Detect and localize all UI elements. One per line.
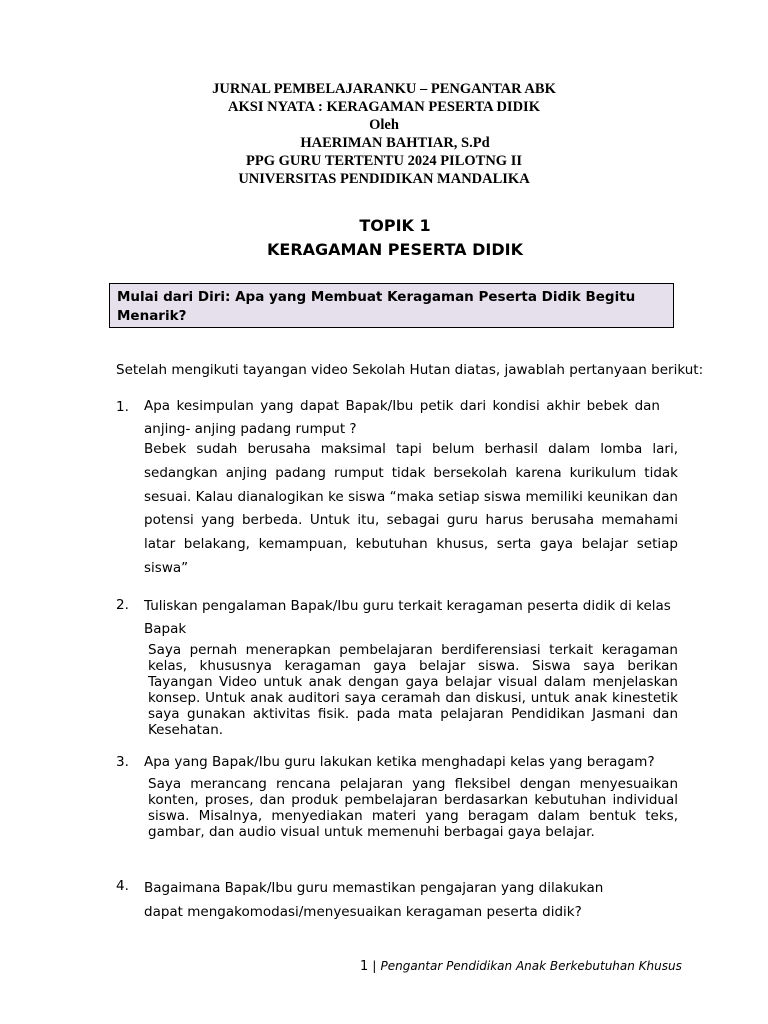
header-journal-title: JURNAL PEMBELAJARANKU – PENGANTAR ABK — [212, 81, 556, 97]
footer-title: Pengantar Pendidikan Anak Berkebutuhan Khusus — [380, 959, 682, 973]
question-number: 4. — [116, 878, 129, 894]
question-text: Apa kesimpulan yang dapat Bapak/Ibu petik dari kondisi akhir bebek dan anjing- anjing padang rumput ? — [144, 398, 660, 437]
header-university: UNIVERSITAS PENDIDIKAN MANDALIKA — [238, 171, 530, 187]
header-action-title: AKSI NYATA : KERAGAMAN PESERTA DIDIK — [228, 99, 540, 115]
question-text: Tuliskan pengalaman Bapak/Ibu guru terkait keragaman peserta didik di kelas Bapak — [144, 598, 671, 637]
topic-heading — [0, 214, 768, 262]
header-program: PPG GURU TERTENTU 2024 PILOTNG II — [246, 153, 522, 169]
question-number: 2. — [116, 597, 129, 613]
answer-text: Saya merancang rencana pelajaran yang fleksibel dengan menyesuaikan konten, proses, dan produk pembelajaran berdasarkan kebutuhan individual siswa. Misalnya, menyediakan materi yang beragam dalam bentuk teks, gambar, dan audio visual untuk memenuhi berbagai gaya belajar. — [148, 776, 678, 840]
topic-title: TOPIK 1 — [359, 216, 431, 235]
question-number: 1. — [116, 399, 129, 415]
intro-text: Setelah mengikuti tayangan video Sekolah Hutan diatas, jawablah pertanyaan berikut: — [116, 362, 704, 378]
page-footer — [360, 958, 700, 974]
answer-text: Saya pernah menerapkan pembelajaran berdiferensiasi terkait keragaman kelas, khususnya keragaman gaya belajar siswa. Siswa saya berikan Tayangan Video untuk anak dengan gaya belajar visual dalam menjelaskan konsep. Untuk anak auditori saya ceramah dan diskusi, untuk anak kinestetik saya gunakan aktivitas fisik. pada mata pelajaran Pendidikan Jasmani dan Kesehatan. — [148, 642, 678, 738]
question-number: 3. — [116, 754, 129, 770]
page-number: 1 — [360, 959, 369, 974]
footer-separator: | — [372, 958, 377, 973]
question-text: Apa yang Bapak/Ibu guru lakukan ketika menghadapi kelas yang beragam? — [144, 754, 655, 770]
question-text: Bagaimana Bapak/Ibu guru memastikan pengajaran yang dilakukan dapat mengakomodasi/menyesuaikan keragaman peserta didik? — [144, 880, 604, 920]
header-by-label: Oleh — [369, 117, 399, 133]
header-author-name: HAERIMAN BAHTIAR, S.Pd — [300, 135, 490, 151]
document-header — [0, 80, 768, 188]
topic-subtitle: KERAGAMAN PESERTA DIDIK — [266, 240, 523, 259]
answer-text: Bebek sudah berusaha maksimal tapi belum berhasil dalam lomba lari, sedangkan anjing padang rumput tidak bersekolah karena kurikulum tidak sesuai. Kalau dianalogikan ke siswa “maka setiap siswa memiliki keunikan dan potensi yang berbeda. Untuk itu, sebagai guru harus berusaha memahami latar belakang, kemampuan, kebutuhan khusus, serta gaya belajar setiap siswa” — [144, 441, 678, 576]
section-heading-box: Mulai dari Diri: Apa yang Membuat Keragaman Peserta Didik Begitu Menarik? — [109, 283, 674, 328]
